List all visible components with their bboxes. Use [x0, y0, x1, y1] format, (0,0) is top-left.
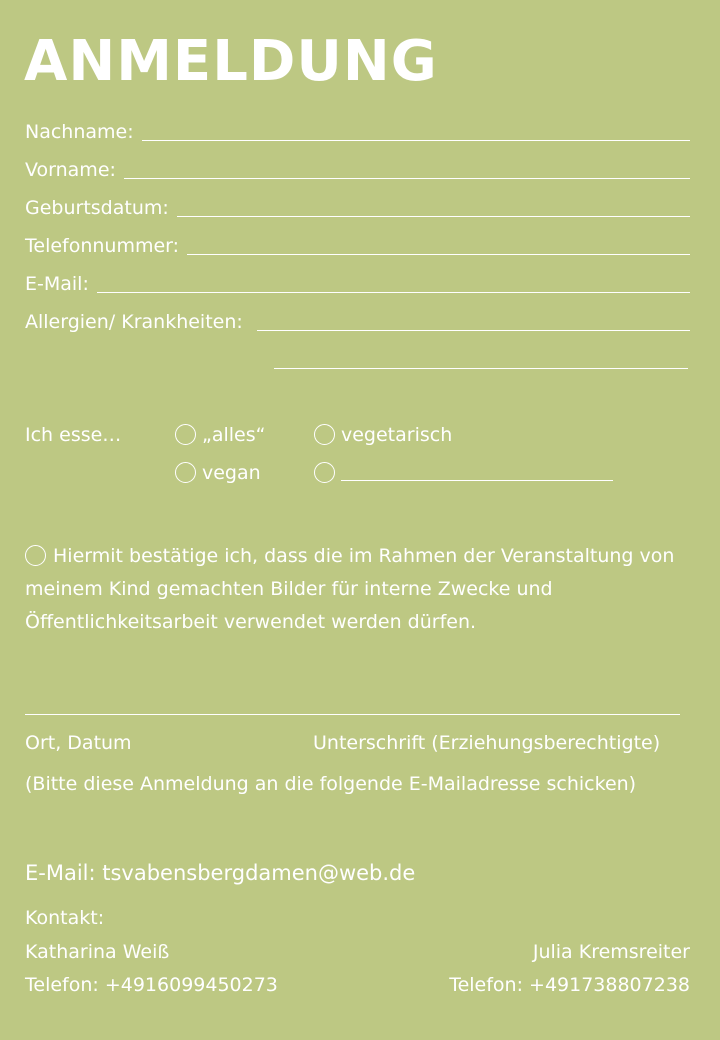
- form-title: ANMELDUNG: [24, 29, 438, 94]
- consent-text: Hiermit bestätige ich, dass die im Rahmen der Veranstaltung von meinem Kind gemachten Bilder für interne Zwecke und Öffentlichkeitsarbeit verwendet werden dürfen.: [25, 545, 675, 633]
- radio-circle-icon[interactable]: [314, 462, 335, 483]
- vorname-input-line[interactable]: [124, 158, 690, 179]
- diet-option-vegan[interactable]: [175, 461, 261, 485]
- field-telefonnummer[interactable]: [25, 232, 690, 258]
- allergien-input-line[interactable]: [257, 310, 690, 331]
- nachname-label: Nachname:: [25, 121, 134, 143]
- email-label: E-Mail:: [25, 273, 89, 295]
- field-geburtsdatum[interactable]: [25, 194, 690, 220]
- telefonnummer-input-line[interactable]: [187, 234, 690, 255]
- contact-person2-phone: Telefon: +491738807238: [449, 974, 690, 996]
- signature-line[interactable]: [25, 714, 680, 715]
- signature-label: Unterschrift (Erziehungsberechtigte): [313, 732, 661, 754]
- contact-person2-name: Julia Kremsreiter: [532, 941, 690, 963]
- diet-option-vegetarisch-label: vegetarisch: [341, 424, 453, 446]
- consent-statement[interactable]: [25, 540, 695, 639]
- field-email[interactable]: [25, 270, 690, 296]
- diet-other-input-line[interactable]: [341, 462, 613, 481]
- allergien-input-line-2[interactable]: [274, 368, 688, 369]
- geburtsdatum-input-line[interactable]: [177, 196, 690, 217]
- field-nachname[interactable]: [25, 118, 690, 144]
- radio-circle-icon[interactable]: [314, 424, 335, 445]
- radio-circle-icon[interactable]: [175, 424, 196, 445]
- contact-email: E-Mail: tsvabensbergdamen@web.de: [25, 861, 416, 885]
- nachname-input-line[interactable]: [142, 120, 690, 141]
- diet-option-vegetarisch[interactable]: [314, 423, 452, 447]
- geburtsdatum-label: Geburtsdatum:: [25, 197, 169, 219]
- diet-option-vegan-label: vegan: [202, 462, 261, 484]
- diet-option-alles-label: „alles“: [202, 424, 266, 446]
- field-allergien[interactable]: [25, 308, 690, 334]
- field-vorname[interactable]: [25, 156, 690, 182]
- contact-heading: Kontakt:: [25, 907, 105, 929]
- contact-person1-name: Katharina Weiß: [25, 941, 170, 963]
- telefonnummer-label: Telefonnummer:: [25, 235, 180, 257]
- diet-label: Ich esse…: [25, 424, 122, 446]
- diet-option-other[interactable]: [314, 461, 613, 485]
- send-note: (Bitte diese Anmeldung an die folgende E-Mailadresse schicken): [25, 773, 637, 795]
- contact-person1-phone: Telefon: +4916099450273: [25, 974, 278, 996]
- radio-circle-icon[interactable]: [175, 462, 196, 483]
- place-date-label: Ort, Datum: [25, 732, 132, 754]
- allergien-label: Allergien/ Krankheiten:: [25, 311, 243, 333]
- email-input-line[interactable]: [97, 272, 690, 293]
- vorname-label: Vorname:: [25, 159, 116, 181]
- consent-radio-circle-icon[interactable]: [25, 545, 46, 566]
- diet-option-alles[interactable]: [175, 423, 265, 447]
